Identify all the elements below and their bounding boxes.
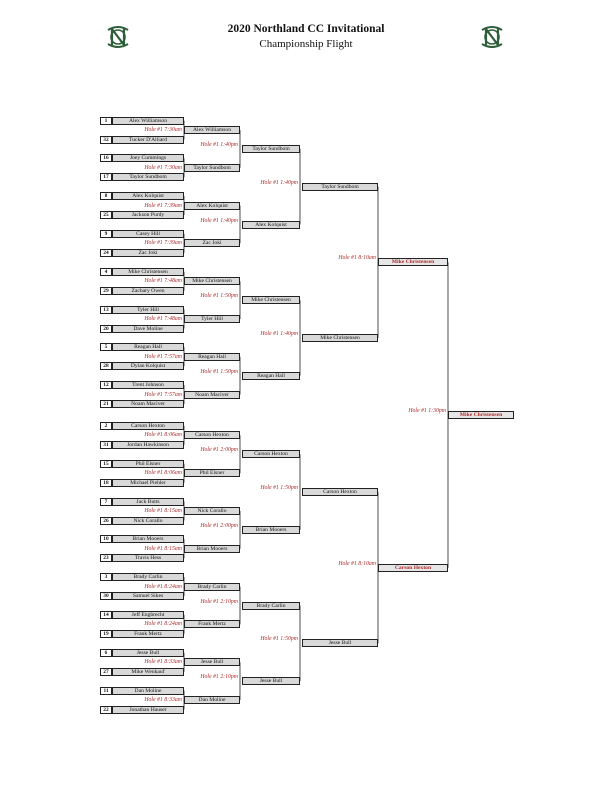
tee-time-label: Hole #1 1:50pm: [200, 368, 238, 375]
tee-time-label: Hole #1 8:06am: [144, 432, 182, 439]
champion-slot: Mike Christensen: [448, 411, 514, 419]
player-slot: Jesse Bull: [242, 677, 300, 685]
player-slot: Jesse Bull: [302, 639, 378, 647]
player-slot: Michael Piehler: [112, 479, 184, 487]
page-title: 2020 Northland CC Invitational: [227, 23, 385, 35]
tee-time-label: Hole #1 2:00pm: [200, 447, 238, 454]
seed-number: 9: [100, 230, 112, 238]
player-slot: Carson Hexton: [112, 422, 184, 430]
seed-number: 31: [100, 441, 112, 449]
player-slot: Nick Corallo: [112, 517, 184, 525]
player-slot: Tucker D'Alliard: [112, 136, 184, 144]
finalist-slot: Carson Hexton: [378, 564, 448, 572]
seed-number: 30: [100, 592, 112, 600]
player-slot: Mike Christensen: [242, 296, 300, 304]
player-slot: Jeff Engbrecht: [112, 611, 184, 619]
player-slot: Travis Hess: [112, 554, 184, 562]
tee-time-label: Hole #1 8:06am: [144, 470, 182, 477]
player-slot: Jesse Bull: [184, 658, 240, 666]
seed-number: 16: [100, 154, 112, 162]
seed-number: 14: [100, 611, 112, 619]
player-slot: Mike Wenkauf: [112, 668, 184, 676]
player-slot: Dan Moline: [112, 687, 184, 695]
tee-time-label: Hole #1 7:48am: [144, 278, 182, 285]
tee-time-label: Hole #1 1:40pm: [200, 217, 238, 224]
player-slot: Zachary Owen: [112, 287, 184, 295]
tee-time-label: Hole #1 1:50pm: [200, 293, 238, 300]
player-slot: Frank Mertz: [184, 620, 240, 628]
seed-number: 15: [100, 460, 112, 468]
player-slot: Taylor Sundbom: [112, 173, 184, 181]
tee-time-label: Hole #1 8:24am: [144, 583, 182, 590]
seed-number: 22: [100, 706, 112, 714]
seed-number: 27: [100, 668, 112, 676]
seed-number: 20: [100, 325, 112, 333]
player-slot: Phil Elsner: [184, 469, 240, 477]
player-slot: Jonathan Hauser: [112, 706, 184, 714]
player-slot: Nick Corallo: [184, 507, 240, 515]
player-slot: Samuel Sikes: [112, 592, 184, 600]
seed-number: 10: [100, 535, 112, 543]
seed-number: 11: [100, 687, 112, 695]
player-slot: Reagan Hall: [184, 353, 240, 361]
player-slot: Alex Kolquist: [242, 221, 300, 229]
seed-number: 24: [100, 249, 112, 257]
player-slot: Alex Kolquist: [112, 192, 184, 200]
player-slot: Alex Williamson: [184, 126, 240, 134]
player-slot: Zac Joki: [112, 249, 184, 257]
player-slot: Taylor Sundbom: [242, 145, 300, 153]
seed-number: 2: [100, 422, 112, 430]
player-slot: Brian Mooers: [112, 535, 184, 543]
seed-number: 29: [100, 287, 112, 295]
tee-time-label: Hole #1 7:30am: [144, 164, 182, 171]
player-slot: Dylan Kolquist: [112, 362, 184, 370]
player-slot: Carson Hexton: [302, 488, 378, 496]
seed-number: 28: [100, 362, 112, 370]
player-slot: Brady Carlin: [112, 573, 184, 581]
player-slot: Taylor Sundbom: [184, 164, 240, 172]
seed-number: 5: [100, 343, 112, 351]
player-slot: Mike Christensen: [302, 334, 378, 342]
page-subtitle: Championship Flight: [259, 38, 353, 50]
player-slot: Jack Butts: [112, 498, 184, 506]
player-slot: Phil Elsner: [112, 460, 184, 468]
tee-time-label: Hole #1 7:39am: [144, 202, 182, 209]
player-slot: Carson Hexton: [184, 431, 240, 439]
seed-number: 23: [100, 554, 112, 562]
seed-number: 17: [100, 173, 112, 181]
player-slot: Jesse Bull: [112, 649, 184, 657]
player-slot: Alex Kolquist: [184, 202, 240, 210]
seed-number: 12: [100, 381, 112, 389]
player-slot: Dave Moline: [112, 325, 184, 333]
player-slot: Taylor Sundbom: [302, 183, 378, 191]
tee-time-label: Hole #1 8:10am: [338, 560, 376, 567]
tee-time-label: Hole #1 8:24am: [144, 621, 182, 628]
seed-number: 25: [100, 211, 112, 219]
player-slot: Trent Johnson: [112, 381, 184, 389]
player-slot: Carson Hexton: [242, 450, 300, 458]
player-slot: Mike Christensen: [112, 268, 184, 276]
tee-time-label: Hole #1 8:15am: [144, 545, 182, 552]
tee-time-label: Hole #1 1:30pm: [408, 408, 446, 414]
player-slot: Tyler Hill: [184, 315, 240, 323]
seed-number: 4: [100, 268, 112, 276]
tee-time-label: Hole #1 1:50pm: [260, 485, 298, 492]
tee-time-label: Hole #1 8:15am: [144, 508, 182, 514]
tee-time-label: Hole #1 7:57am: [144, 353, 182, 360]
tee-time-label: Hole #1 8:33am: [144, 697, 182, 703]
tee-time-label: Hole #1 2:10pm: [200, 598, 238, 605]
finalist-slot: Mike Christensen: [378, 258, 448, 266]
seed-number: 13: [100, 306, 112, 314]
seed-number: 18: [100, 479, 112, 487]
player-slot: Zac Joki: [184, 239, 240, 247]
player-slot: Alex Williamson: [112, 117, 184, 125]
player-slot: Brian Mooers: [242, 526, 300, 534]
tee-time-label: Hole #1 2:00pm: [200, 522, 238, 529]
seed-number: 26: [100, 517, 112, 525]
seed-number: 6: [100, 649, 112, 657]
player-slot: Brian Mooers: [184, 545, 240, 553]
tee-time-label: Hole #1 1:50pm: [260, 636, 298, 643]
player-slot: Brady Carlin: [242, 602, 300, 610]
player-slot: Tyler Hill: [112, 306, 184, 314]
tee-time-label: Hole #1 8:33am: [144, 659, 182, 666]
seed-number: 21: [100, 400, 112, 408]
player-slot: Casey Hill: [112, 230, 184, 238]
player-slot: Reagan Hall: [242, 372, 300, 380]
seed-number: 7: [100, 498, 112, 506]
player-slot: Brady Carlin: [184, 583, 240, 591]
seed-number: 32: [100, 136, 112, 144]
seed-number: 1: [100, 117, 112, 125]
seed-number: 19: [100, 630, 112, 638]
tee-time-label: Hole #1 8:10am: [338, 255, 376, 262]
player-slot: Reagan Hall: [112, 343, 184, 351]
seed-number: 8: [100, 192, 112, 200]
player-slot: Frank Mertz: [112, 630, 184, 638]
tee-time-label: Hole #1 1:40pm: [260, 330, 298, 337]
player-slot: Noam Maciver: [184, 391, 240, 399]
tee-time-label: Hole #1 1:40pm: [200, 141, 238, 148]
player-slot: Jackson Purdy: [112, 211, 184, 219]
tee-time-label: Hole #1 7:39am: [144, 240, 182, 247]
seed-number: 3: [100, 573, 112, 581]
tee-time-label: Hole #1 2:10pm: [200, 674, 238, 681]
tee-time-label: Hole #1 1:40pm: [260, 179, 298, 186]
tee-time-label: Hole #1 7:57am: [144, 391, 182, 398]
tee-time-label: Hole #1 7:48am: [144, 316, 182, 322]
player-slot: Jordan Hawkinson: [112, 441, 184, 449]
player-slot: Noam Maciver: [112, 400, 184, 408]
player-slot: Dan Moline: [184, 696, 240, 704]
tee-time-label: Hole #1 7:30am: [144, 127, 182, 133]
player-slot: Mike Christensen: [184, 277, 240, 285]
player-slot: Joey Cummings: [112, 154, 184, 162]
